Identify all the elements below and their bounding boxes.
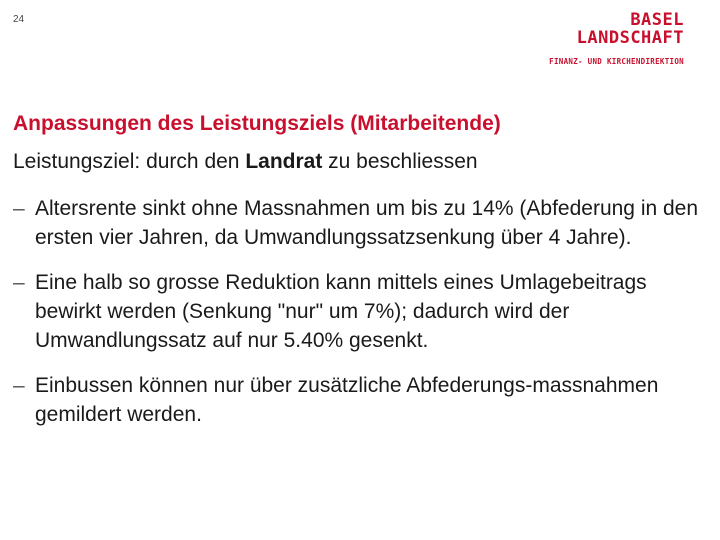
basel-landschaft-logo — [549, 11, 684, 66]
bullet-dash: – — [13, 374, 25, 397]
page-number: 24 — [13, 14, 25, 25]
bullet-list — [13, 194, 703, 445]
bullet-dash: – — [13, 197, 25, 220]
bullet-text: Eine halb so grosse Reduktion kann mittels eines Umlagebeitrags bewirkt werden (Senkung "nur" um 7%); dadurch wird der Umwandlungssatz auf nur 5.40% gesenkt. — [35, 271, 647, 352]
bullet-text: Einbussen können nur über zusätzliche Abfederungs-massnahmen gemildert werden. — [35, 374, 659, 426]
bullet-dash: – — [13, 271, 25, 294]
logo-line-basel: BASEL — [630, 10, 684, 30]
slide-subtitle — [13, 150, 478, 174]
bullet-item — [13, 268, 703, 355]
subtitle-bold: Landrat — [245, 150, 323, 173]
logo-line-direktion: FINANZ- UND KIRCHENDIREKTION — [549, 57, 684, 66]
bullet-text: Altersrente sinkt ohne Massnahmen um bis zu 14% (Abfederung in den ersten vier Jahren, da Umwandlungssatzsenkung über 4 Jahre). — [35, 197, 699, 249]
bullet-item — [13, 371, 703, 429]
slide-title: Anpassungen des Leistungsziels (Mitarbeitende) — [13, 112, 501, 135]
bullet-item — [13, 194, 703, 252]
logo-line-landschaft: LANDSCHAFT — [576, 28, 684, 48]
subtitle-before: Leistungsziel: durch den — [13, 150, 246, 173]
subtitle-after: zu beschliessen — [322, 150, 478, 173]
